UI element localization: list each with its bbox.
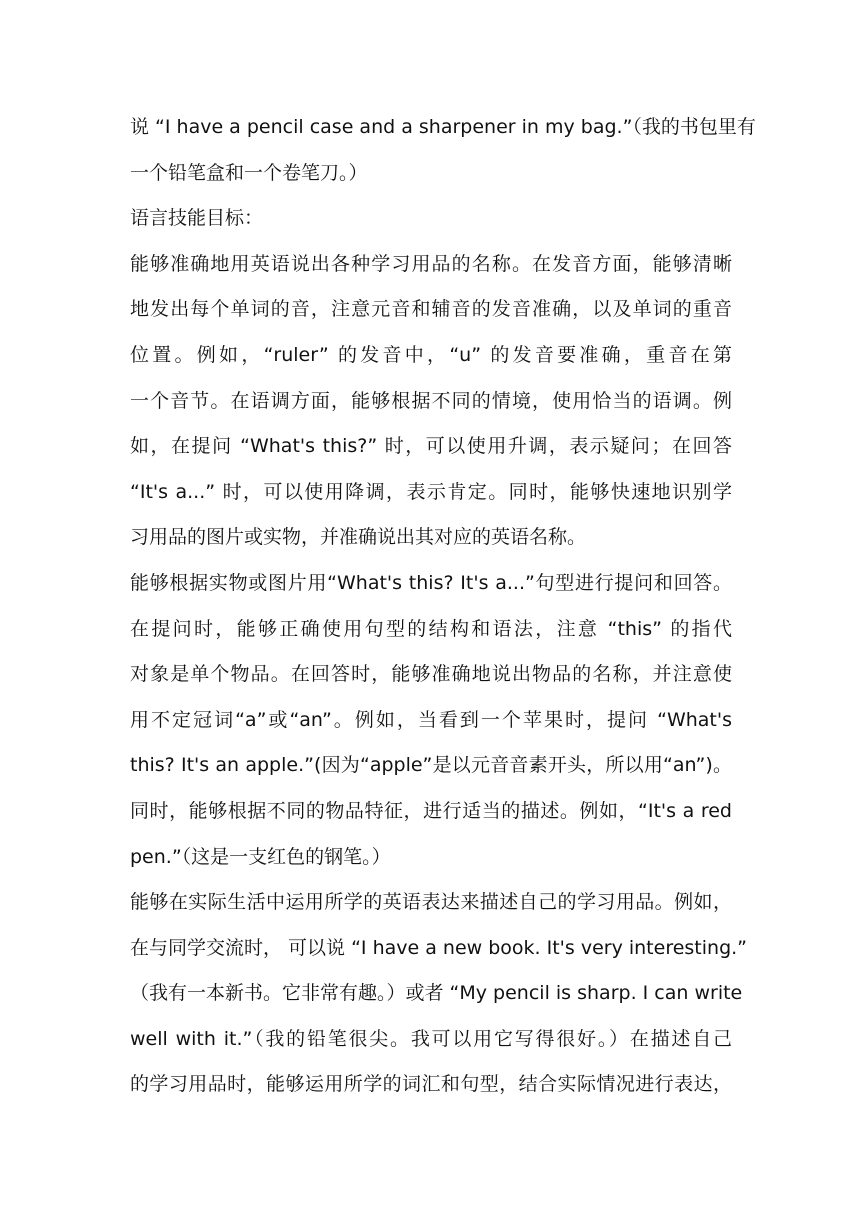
text-line: 一个音节。在语调方面，能够根据不同的情境，使用恰当的语调。例 xyxy=(130,389,732,412)
text-line: 能够根据实物或图片用“What's this? It's a...”句型进行提问和回答。 xyxy=(130,571,732,594)
text-line: 用不定冠词“a”或“an”。例如，当看到一个苹果时，提问 “What's xyxy=(130,708,732,731)
text-line: 说 “I have a pencil case and a sharpener in my bag.”（我的书包里有 xyxy=(130,116,756,138)
text-line: 一个铅笔盒和一个卷笔刀。） xyxy=(130,161,368,184)
text-line: （我有一本新书。它非常有趣。）或者 “My pencil is sharp. I can write xyxy=(130,982,743,1005)
text-line: 位置。例如，“ruler” 的发音中，“u” 的发音要准确，重音在第 xyxy=(130,343,732,366)
text-line: 习用品的图片或实物，并准确说出其对应的英语名称。 xyxy=(130,526,587,549)
text-line: this? It's an apple.”(因为“apple”是以元音音素开头，所以用“an”)。 xyxy=(130,754,732,777)
text-line: 能够准确地用英语说出各种学习用品的名称。在发音方面，能够清晰 xyxy=(130,252,732,275)
section-heading: 语言技能目标： xyxy=(130,207,264,230)
text-line: pen.”（这是一支红色的钢笔。） xyxy=(130,845,391,868)
text-line: 能够在实际生活中运用所学的英语表达来描述自己的学习用品。例如， xyxy=(130,891,732,914)
text-line: 在提问时，能够正确使用句型的结构和语法，注意 “this” 的指代 xyxy=(130,617,732,640)
text-line: 对象是单个物品。在回答时，能够准确地说出物品的名称，并注意使 xyxy=(130,663,732,686)
text-line: 在与同学交流时， 可以说 “I have a new book. It's very interesting.” xyxy=(130,936,748,959)
text-line: 如，在提问 “What's this?” 时，可以使用升调，表示疑问；在回答 xyxy=(130,435,732,458)
text-line: 的学习用品时，能够运用所学的词汇和句型，结合实际情况进行表达， xyxy=(130,1073,732,1096)
text-line: 地发出每个单词的音，注意元音和辅音的发音准确，以及单词的重音 xyxy=(130,298,732,321)
text-line: “It's a...” 时，可以使用降调，表示肯定。同时，能够快速地识别学 xyxy=(130,480,732,503)
document-body xyxy=(130,105,756,1108)
text-line: 同时，能够根据不同的物品特征，进行适当的描述。例如，“It's a red xyxy=(130,799,732,822)
text-line: well with it.”（我的铅笔很尖。我可以用它写得很好。）在描述自己 xyxy=(130,1027,732,1050)
